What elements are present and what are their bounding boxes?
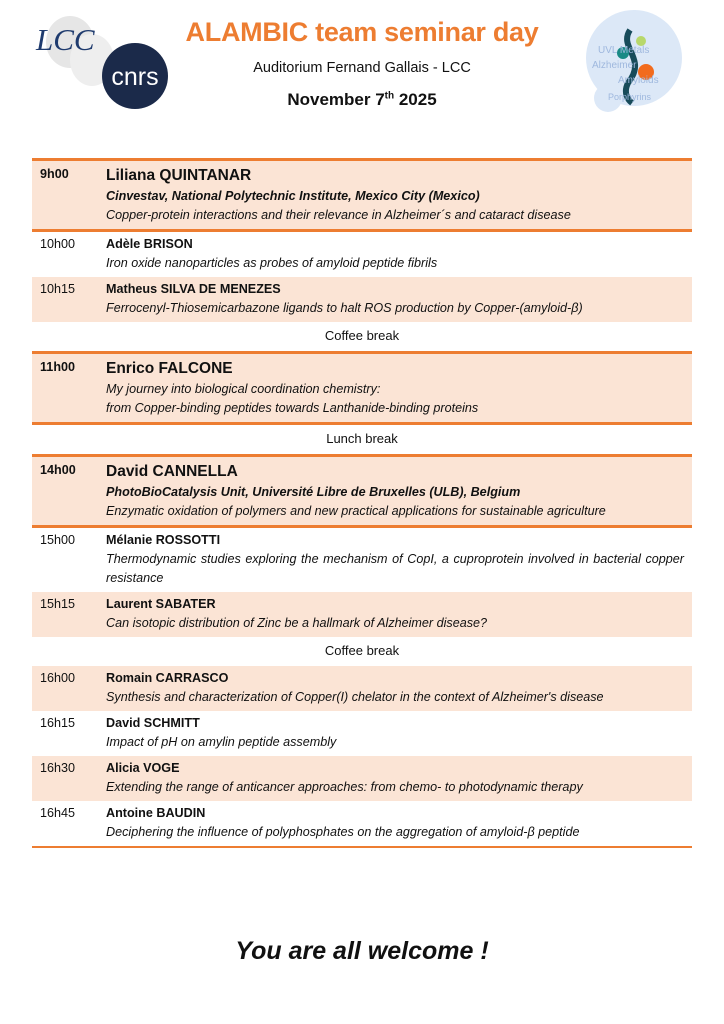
talk-title: Impact of pH on amylin peptide assembly: [106, 735, 337, 749]
program-row: [32, 711, 692, 756]
speaker-name: David SCHMITT: [106, 716, 200, 730]
speaker-name: Adèle BRISON: [106, 237, 193, 251]
time: 16h45: [40, 806, 76, 820]
program-row: [32, 666, 692, 711]
talk-title: Can isotopic distribution of Zinc be a hallmark of Alzheimer disease?: [106, 616, 488, 630]
program-row: [32, 756, 692, 801]
time: 9h00: [40, 167, 69, 181]
svg-text:Alzheimer: Alzheimer: [592, 60, 637, 71]
program-row: [32, 592, 692, 637]
affiliation: Cinvestav, National Polytechnic Institute, Mexico City (Mexico): [106, 189, 480, 203]
time: 10h00: [40, 237, 76, 251]
svg-text:UVL Metals: UVL Metals: [598, 45, 650, 56]
speaker-name: Matheus SILVA DE MENEZES: [106, 282, 281, 296]
talk-title: Ferrocenyl-Thiosemicarbazone ligands to halt ROS production by Copper-(amyloid-β): [106, 301, 583, 315]
speaker-name: Antoine BAUDIN: [106, 806, 206, 820]
program-row: [32, 232, 692, 277]
speaker-name: Enrico FALCONE: [106, 360, 233, 377]
program-row: [32, 801, 692, 846]
talk-title: Thermodynamic studies exploring the mechanism of CopI, a cuproprotein involved in bacterial copper resistance: [106, 552, 684, 585]
program-row: [32, 351, 692, 425]
time: 14h00: [40, 463, 76, 477]
time: 15h15: [40, 597, 76, 611]
talk-title-line: from Copper-binding peptides towards Lanthanide-binding proteins: [106, 401, 479, 415]
time: 16h00: [40, 671, 76, 685]
program-row: [32, 158, 692, 232]
svg-text:Porphyrins: Porphyrins: [608, 92, 652, 102]
time: 10h15: [40, 282, 76, 296]
talk-title: Iron oxide nanoparticles as probes of amyloid peptide fibrils: [106, 256, 438, 270]
svg-text:Amyloids: Amyloids: [618, 75, 659, 86]
program-row: [32, 528, 692, 592]
talk-title: Synthesis and characterization of Copper(I) chelator in the context of Alzheimer's disease: [106, 690, 604, 704]
speaker-name: Alicia VOGE: [106, 761, 180, 775]
speaker-name: Liliana QUINTANAR: [106, 167, 252, 184]
talk-title-line: My journey into biological coordination chemistry:: [106, 382, 381, 396]
table-bottom-rule: [32, 846, 692, 848]
venue: Auditorium Fernand Gallais - LCC: [253, 60, 471, 76]
time: 15h00: [40, 533, 76, 547]
coffee-break: Coffee break: [324, 328, 400, 343]
talk-title: Extending the range of anticancer approaches: from chemo- to photodynamic therapy: [106, 780, 583, 794]
alambic-logo: [578, 8, 688, 116]
svg-text:LCC: LCC: [36, 22, 95, 57]
speaker-name: Laurent SABATER: [106, 597, 216, 611]
affiliation: PhotoBioCatalysis Unit, Université Libre de Bruxelles (ULB), Belgium: [106, 485, 521, 499]
header: [0, 0, 724, 130]
welcome-message: You are all welcome !: [235, 937, 489, 965]
program-table: [32, 158, 692, 848]
talk-title: Deciphering the influence of polyphosphates on the aggregation of amyloid-β peptide: [106, 825, 580, 839]
talk-title: Enzymatic oxidation of polymers and new practical applications for sustainable agriculture: [106, 504, 606, 518]
lunch-break: Lunch break: [326, 431, 398, 446]
speaker-name: Mélanie ROSSOTTI: [106, 533, 221, 547]
talk-title: Copper-protein interactions and their relevance in Alzheimer´s and cataract disease: [106, 208, 571, 222]
speaker-name: Romain CARRASCO: [106, 671, 229, 685]
coffee-break: Coffee break: [324, 643, 400, 658]
time: 11h00: [40, 360, 76, 374]
svg-text:cnrs: cnrs: [111, 63, 159, 91]
event-title: ALAMBIC team seminar day: [185, 17, 539, 47]
time: 16h30: [40, 761, 76, 775]
speaker-name: David CANNELLA: [106, 463, 238, 480]
time: 16h15: [40, 716, 76, 730]
program-row: [32, 454, 692, 528]
program-row: [32, 277, 692, 322]
event-date: November 7th 2025: [287, 90, 437, 109]
